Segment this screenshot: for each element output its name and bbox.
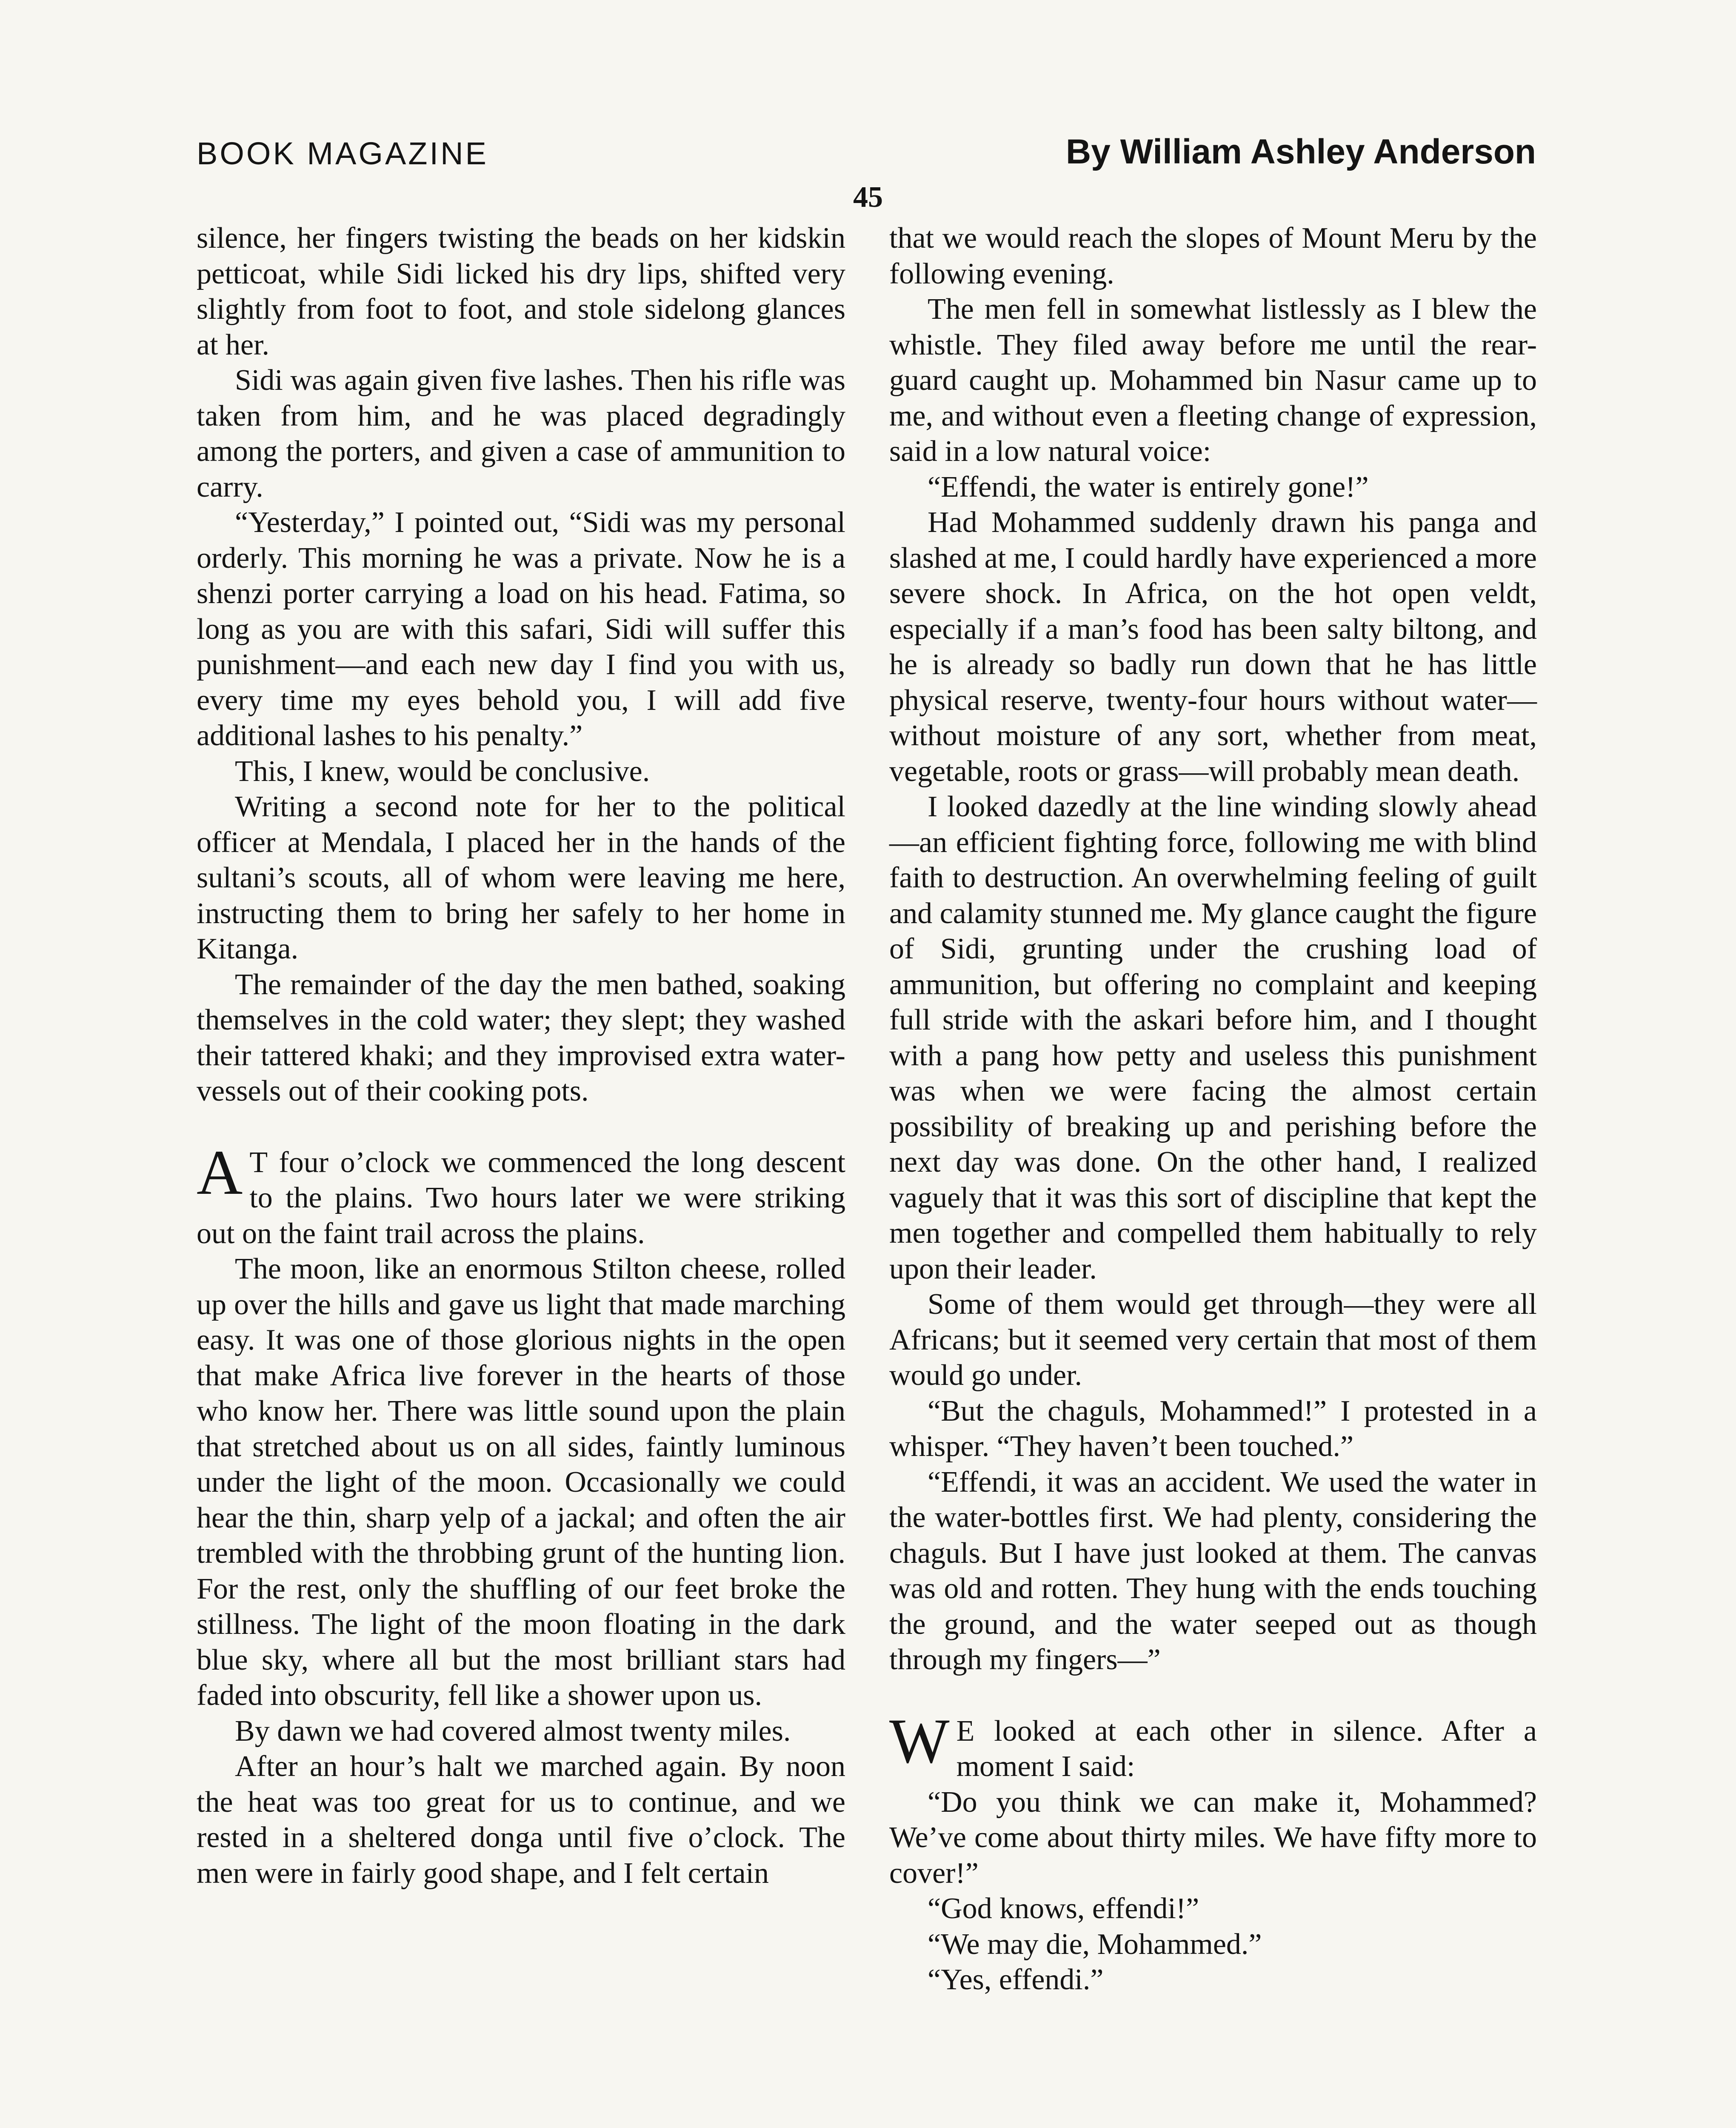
- paragraph: “Yesterday,” I pointed out, “Sidi was my personal orderly. This morning he was a private. Now he is a shenzi porter carrying a load on his head. Fatima, so long as you are with this safari, Sidi will suffer this punishment—and each new day I find you with us, every time my eyes behold you, I will add five additional lashes to his penalty.”: [197, 506, 845, 752]
- paragraph: By dawn we had covered almost twenty miles.: [235, 1714, 791, 1748]
- paragraph-text: E looked at each other in silence. After a moment I said:: [956, 1714, 1537, 1783]
- section-break: [197, 1109, 845, 1145]
- paragraph: Writing a second note for her to the political officer at Mendala, I placed her in the hands of the sultani’s scouts, all of whom were leaving me here, instructing them to bring her safely to her home in Kitanga.: [197, 790, 845, 965]
- paragraph: Sidi was again given five lashes. Then his rifle was taken from him, and he was placed degradingly among the porters, and given a case of ammunition to carry.: [197, 364, 845, 503]
- paragraph: The men fell in somewhat listlessly as I blew the whistle. They filed away before me until the rear-guard caught up. Mohammed bin Nasur came up to me, and without even a fleeting change of expression, said in a low natural voice:: [889, 293, 1537, 468]
- paragraph: The remainder of the day the men bathed, soaking themselves in the cold water; they slept; they washed their tattered khaki; and they improvised extra water-vessels out of their cooking pots.: [197, 968, 845, 1107]
- paragraph: After an hour’s halt we marched again. By noon the heat was too great for us to continue, and we rested in a sheltered donga until five o’clock. The men were in fairly good shape, and I felt certain: [197, 1750, 845, 1890]
- paragraph: This, I knew, would be conclusive.: [235, 755, 650, 788]
- paragraph: “But the chaguls, Mohammed!” I protested in a whisper. “They haven’t been touched.”: [889, 1394, 1537, 1463]
- paragraph: Some of them would get through—they were all Africans; but it seemed very certain that most of them would go under.: [889, 1288, 1537, 1392]
- paragraph: that we would reach the slopes of Mount Meru by the following evening.: [889, 222, 1537, 290]
- section-break: [889, 1678, 1537, 1713]
- section-opening-paragraph: [889, 1705, 1537, 1785]
- drop-cap: A: [197, 1137, 243, 1208]
- drop-cap: W: [889, 1705, 950, 1776]
- paragraph: “Yes, effendi.”: [928, 1963, 1104, 1996]
- left-column: [197, 220, 845, 1891]
- author-byline: By William Ashley Anderson: [1066, 132, 1536, 171]
- running-head: [197, 132, 1536, 182]
- page-number: 45: [853, 181, 883, 214]
- paragraph: “Do you think we can make it, Mohammed? We’ve come about thirty miles. We have fifty more to cover!”: [889, 1785, 1537, 1890]
- paragraph: I looked dazedly at the line winding slowly ahead—an efficient fighting force, following me with blind faith to destruction. An overwhelming feeling of guilt and calamity stunned me. My glance caught the figure of Sidi, grunting under the crushing load of ammunition, but offering no complaint and keeping full stride with the askari before him, and I thought with a pang how petty and useless this punishment was when we were facing the almost certain possibility of breaking up and perishing before the next day was done. On the other hand, I realized vaguely that it was this sort of discipline that kept the men together and compelled them habitually to rely upon their leader.: [889, 790, 1537, 1285]
- right-column: [889, 220, 1537, 1998]
- paragraph: The moon, like an enormous Stilton cheese, rolled up over the hills and gave us light that made marching easy. It was one of those glorious nights in the open that make Africa live forever in the hearts of those who know her. There was little sound upon the plain that stretched about us on all sides, faintly luminous under the light of the moon. Occasionally we could hear the thin, sharp yelp of a jackal; and often the air trembled with the throbbing grunt of the hunting lion. For the rest, only the shuffling of our feet broke the stillness. The light of the moon floating in the dark blue sky, where all but the most brilliant stars had faded into obscurity, fell like a shower upon us.: [197, 1253, 845, 1712]
- paragraph: “Effendi, the water is entirely gone!”: [928, 470, 1369, 503]
- paragraph: “Effendi, it was an accident. We used the water in the water-bottles first. We had plenty, considering the chaguls. But I have just looked at them. The canvas was old and rotten. They hung with the ends touching the ground, and the water seeped out as though through my fingers—”: [889, 1465, 1537, 1676]
- section-opening-paragraph: [197, 1137, 845, 1252]
- paragraph-text: T four o’clock we commenced the long descent to the plains. Two hours later we were striking out on the faint trail across the plains.: [197, 1146, 845, 1250]
- paragraph: Had Mohammed suddenly drawn his panga and slashed at me, I could hardly have experienced a more severe shock. In Africa, on the hot open veldt, especially if a man’s food has been salty biltong, and he is already so badly run down that he has little physical reserve, twenty-four hours without water—without moisture of any sort, whether from meat, vegetable, roots or grass—will probably mean death.: [889, 506, 1537, 788]
- paragraph: “We may die, Mohammed.”: [928, 1928, 1262, 1961]
- paragraph: “God knows, effendi!”: [928, 1892, 1199, 1925]
- magazine-title: BOOK MAGAZINE: [197, 136, 488, 171]
- paragraph: silence, her fingers twisting the beads on her kidskin petticoat, while Sidi licked his dry lips, shifted very slightly from foot to foot, and stole sidelong glances at her.: [197, 222, 845, 361]
